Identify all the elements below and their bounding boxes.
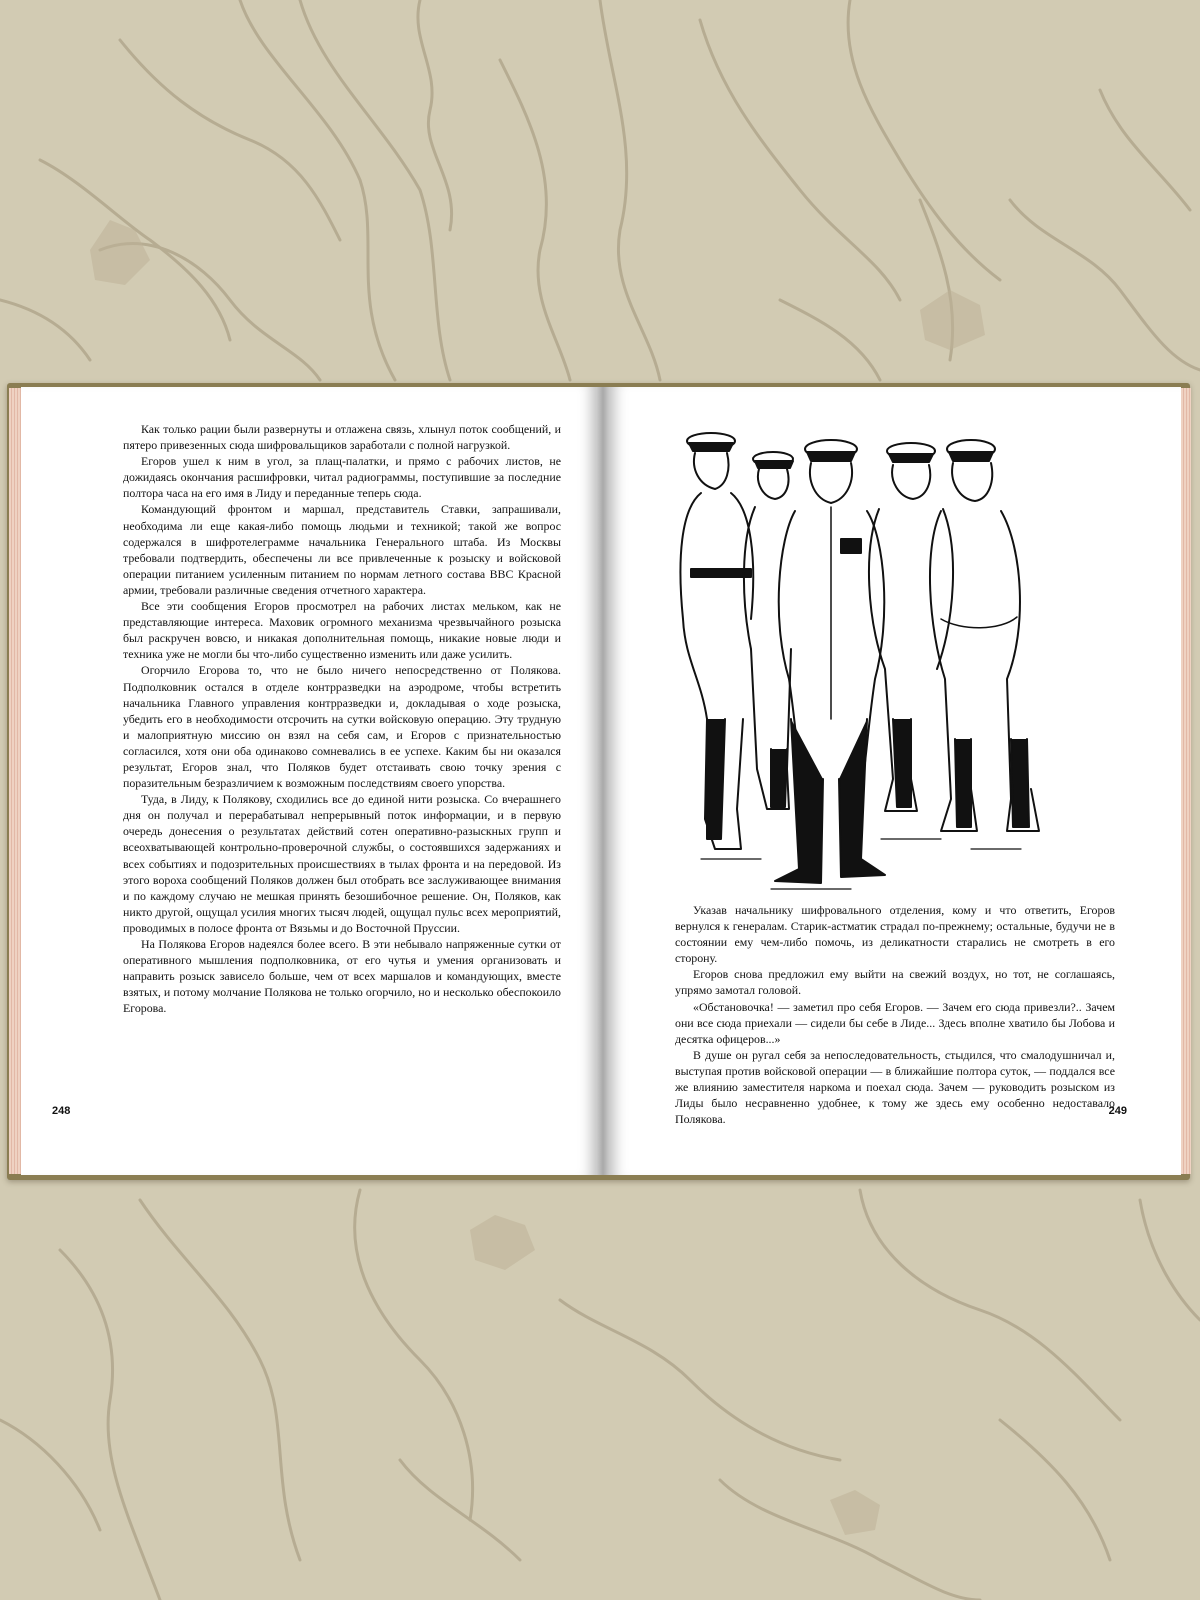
paragraph: Туда, в Лиду, к Полякову, сходились все до единой нити розыска. Со вчерашнего дня он получал и перерабатывал непрерывный поток информации, и в первую очередь донесения о результатах действий сотен оперативно-разыскных групп и всеохватывающей контрольно-проверочной службы, о состоявшихся задержаниях и всех событиях и подозрительных происшествиях в тылах фронта и на передовой. Из этого вороха сообщений Поляков должен был отобрать все заслуживающее внимания и по каждому случаю не мешкая принять безошибочное решение. Он, Поляков, как никто другой, ощущал усилия многих тысяч людей, ощущал пульс всех мероприятий, проводимых в полосе фронта от Вязьмы и до Восточной Пруссии. — [123, 792, 561, 935]
paragraph: Егоров снова предложил ему выйти на свежий воздух, но тот, не соглашаясь, упрямо замотал головой. — [675, 967, 1115, 998]
page-number: 249 — [1108, 1105, 1127, 1117]
paragraph: «Обстановочка! — заметил про себя Егоров. — Зачем его сюда привезли?.. Зачем они все сюда приехали — сидели бы себе в Лиде... Здесь вполне хватило бы Лобова и десятка офицеров...» — [675, 999, 1115, 1046]
paragraph: Командующий фронтом и маршал, представитель Ставки, запрашивали, необходима ли еще какая-либо помощь людьми и техникой; такой же вопрос содержался в шифротелеграмме начальника Генерального штаба. Из Москвы требовали подтвердить, обеспечены ли все привлеченные к розыску и войсковой операции питанием усиленным питанием по нормам летного состава ВВС Красной армии, требовали различные сведения отчетного характера. — [123, 502, 561, 597]
paragraph: В душе он ругал себя за непоследовательность, стыдился, что смалодушничал и, выступая против войсковой операции — в ближайшие полтора суток, — поддался все же влиянию заместителя наркома и поехал сюда. Зачем — руководить розыском из Лиды было несравненно удобнее, к тому же здесь ему особенно недоставало Полякова. — [675, 1047, 1115, 1127]
paragraph: На Полякова Егоров надеялся более всего. В эти небывало напряженные сутки от оперативного мышления подполковника, от его чутья и умения организовать и направить розыск зависело больше, чем от всех маршалов и командующих, вместе взятых, и потому молчание Полякова не только огорчило, но и несколько обеспокоило Егорова. — [123, 937, 561, 1016]
paragraph: Все эти сообщения Егоров просмотрел на рабочих листах мельком, как не представляющие интереса. Маховик огромного механизма чрезвычайного розыска был раскручен вовсю, и никакая дополнительная помощь, никакие новые люди и техника уже не могли бы что-либо существенно изменить или даже усилить. — [123, 599, 561, 662]
right-page — [610, 387, 1181, 1175]
left-page — [21, 387, 596, 1175]
page-edges-right — [1180, 388, 1191, 1174]
book-gutter — [596, 387, 610, 1175]
paragraph: Как только рации были развернуты и отлажена связь, хлынул поток сообщений, и пятеро привезенных сюда шифровальщиков заработали с полной нагрузкой. — [123, 422, 561, 453]
paragraph: Огорчило Егорова то, что не было ничего непосредственно от Полякова. Подполковник остался в отделе контрразведки на аэродроме, чтобы встретить начальника Главного управления контрразведки и, докладывая о ходе розыска, убедить его в необходимости отсрочить на сутки войсковую операцию. Эту трудную и малоприятную миссию он взял на себя сам, и Егоров с признательностью согласился, хотя они оба одинаково сомневались в ее успехе. Каким бы ни оказался результат, Егоров знал, что Поляков будет отстаивать свою точку зрения с поразительным безразличием к возможным последствиям своего упорства. — [123, 663, 561, 791]
group-of-officers-icon — [671, 419, 1071, 899]
paragraph: Егоров ушел к ним в угол, за плащ-палатки, и прямо с рабочих листов, не дожидаясь окончания расшифровки, читал радиограммы, поступившие за последние полтора часа на его имя в Лиду и переданные теперь сюда. — [123, 454, 561, 501]
left-page-text — [123, 421, 561, 1016]
right-page-text — [675, 902, 1115, 1127]
page-number: 248 — [52, 1105, 71, 1117]
paragraph: Указав начальнику шифровального отделения, кому и что ответить, Егоров вернулся к генералам. Старик-астматик страдал по-прежнему; остальные, будучи не в состоянии ему чем-либо помочь, из деликатности старались не смотреть в его сторону. — [675, 903, 1115, 966]
